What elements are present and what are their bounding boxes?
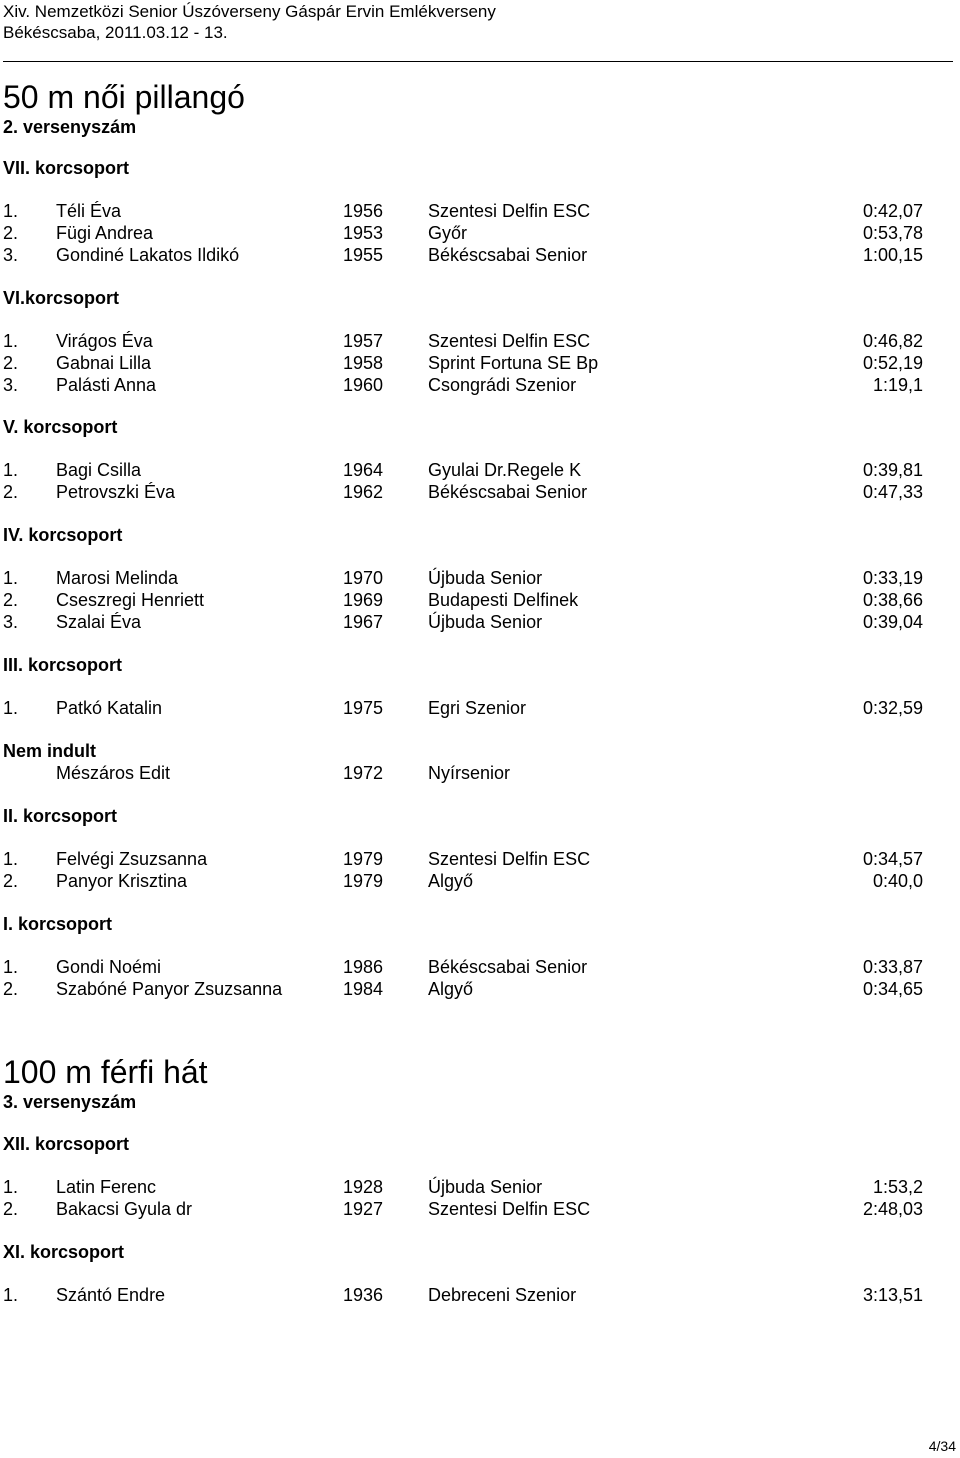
birth-year: 1936 xyxy=(343,1285,384,1305)
place: 1. xyxy=(3,957,19,977)
page-header xyxy=(3,1,953,62)
did-not-start-label: Nem indult xyxy=(3,741,96,761)
result-row xyxy=(0,459,960,481)
time: 0:38,66 xyxy=(862,590,923,610)
swimmer-name: Bakacsi Gyula dr xyxy=(56,1199,193,1219)
swimmer-name: Mészáros Edit xyxy=(56,763,171,783)
swimmer-name: Petrovszki Éva xyxy=(56,482,176,502)
club: Szentesi Delfin ESC xyxy=(428,1199,591,1219)
result-row xyxy=(0,222,960,244)
time: 1:53,2 xyxy=(872,1177,923,1197)
place: 1. xyxy=(3,568,19,588)
club: Algyő xyxy=(428,871,474,891)
time: 0:34,57 xyxy=(862,849,923,869)
swimmer-name: Cseszregi Henriett xyxy=(56,590,205,610)
place: 2. xyxy=(3,979,19,999)
result-row xyxy=(0,374,960,396)
result-row xyxy=(0,1284,960,1306)
competition-place-date: Békéscsaba, 2011.03.12 - 13. xyxy=(3,23,228,42)
place: 1. xyxy=(3,849,19,869)
result-row xyxy=(0,200,960,222)
birth-year: 1955 xyxy=(343,245,384,265)
birth-year: 1969 xyxy=(343,590,384,610)
club: Algyő xyxy=(428,979,474,999)
time: 0:52,19 xyxy=(862,353,923,373)
event-number: 3. versenyszám xyxy=(3,1092,137,1112)
club: Szentesi Delfin ESC xyxy=(428,849,591,869)
event-title: 50 m női pillangó xyxy=(3,79,245,115)
place: 1. xyxy=(3,201,19,221)
result-row xyxy=(0,1198,960,1220)
time: 0:40,0 xyxy=(872,871,923,891)
time: 0:53,78 xyxy=(862,223,923,243)
birth-year: 1956 xyxy=(343,201,384,221)
club: Egri Szenior xyxy=(428,698,527,718)
club: Újbuda Senior xyxy=(428,1177,543,1197)
result-row xyxy=(0,848,960,870)
club: Debreceni Szenior xyxy=(428,1285,577,1305)
swimmer-name: Téli Éva xyxy=(56,201,122,221)
age-group-label: V. korcsoport xyxy=(3,417,118,437)
swimmer-name: Marosi Melinda xyxy=(56,568,179,588)
club: Újbuda Senior xyxy=(428,568,543,588)
birth-year: 1967 xyxy=(343,612,384,632)
birth-year: 1964 xyxy=(343,460,384,480)
time: 0:39,81 xyxy=(862,460,923,480)
swimmer-name: Bagi Csilla xyxy=(56,460,142,480)
club: Sprint Fortuna SE Bp xyxy=(428,353,599,373)
birth-year: 1960 xyxy=(343,375,384,395)
swimmer-name: Patkó Katalin xyxy=(56,698,163,718)
place: 3. xyxy=(3,245,19,265)
swimmer-name: Panyor Krisztina xyxy=(56,871,188,891)
time: 0:33,87 xyxy=(862,957,923,977)
age-group-label: IV. korcsoport xyxy=(3,525,123,545)
birth-year: 1962 xyxy=(343,482,384,502)
time: 0:32,59 xyxy=(862,698,923,718)
club: Újbuda Senior xyxy=(428,612,543,632)
place: 1. xyxy=(3,1285,19,1305)
result-row xyxy=(0,567,960,589)
birth-year: 1957 xyxy=(343,331,384,351)
birth-year: 1979 xyxy=(343,849,384,869)
place: 2. xyxy=(3,1199,19,1219)
time: 1:00,15 xyxy=(862,245,923,265)
birth-year: 1928 xyxy=(343,1177,384,1197)
result-row xyxy=(0,481,960,503)
swimmer-name: Gondiné Lakatos Ildikó xyxy=(56,245,240,265)
result-row xyxy=(0,352,960,374)
place: 2. xyxy=(3,590,19,610)
swimmer-name: Latin Ferenc xyxy=(56,1177,157,1197)
birth-year: 1970 xyxy=(343,568,384,588)
result-row xyxy=(0,330,960,352)
age-group-label: III. korcsoport xyxy=(3,655,123,675)
club: Szentesi Delfin ESC xyxy=(428,201,591,221)
swimmer-name: Szántó Endre xyxy=(56,1285,166,1305)
swimmer-name: Gabnai Lilla xyxy=(56,353,152,373)
swimmer-name: Gondi Noémi xyxy=(56,957,162,977)
place: 2. xyxy=(3,353,19,373)
age-group-label: XI. korcsoport xyxy=(3,1242,125,1262)
birth-year: 1927 xyxy=(343,1199,384,1219)
time: 1:19,1 xyxy=(872,375,923,395)
swimmer-name: Szalai Éva xyxy=(56,612,142,632)
birth-year: 1953 xyxy=(343,223,384,243)
birth-year: 1975 xyxy=(343,698,384,718)
age-group-label: II. korcsoport xyxy=(3,806,118,826)
club: Békéscsabai Senior xyxy=(428,245,588,265)
result-row xyxy=(0,762,960,784)
time: 0:46,82 xyxy=(862,331,923,351)
time: 0:39,04 xyxy=(862,612,923,632)
birth-year: 1972 xyxy=(343,763,384,783)
competition-title: Xiv. Nemzetközi Senior Úszóverseny Gáspár Ervin Emlékverseny xyxy=(3,2,496,21)
age-group-label: I. korcsoport xyxy=(3,914,113,934)
place: 3. xyxy=(3,612,19,632)
time: 0:47,33 xyxy=(862,482,923,502)
place: 1. xyxy=(3,1177,19,1197)
time: 0:34,65 xyxy=(862,979,923,999)
place: 1. xyxy=(3,698,19,718)
club: Nyírsenior xyxy=(428,763,511,783)
age-group-label: VI.korcsoport xyxy=(3,288,120,308)
result-row xyxy=(0,697,960,719)
place: 1. xyxy=(3,331,19,351)
result-row xyxy=(0,1176,960,1198)
club: Gyulai Dr.Regele K xyxy=(428,460,582,480)
birth-year: 1979 xyxy=(343,871,384,891)
time: 2:48,03 xyxy=(862,1199,923,1219)
birth-year: 1986 xyxy=(343,957,384,977)
swimmer-name: Palásti Anna xyxy=(56,375,157,395)
time: 3:13,51 xyxy=(862,1285,923,1305)
result-row xyxy=(0,870,960,892)
club: Békéscsabai Senior xyxy=(428,957,588,977)
place: 2. xyxy=(3,871,19,891)
birth-year: 1984 xyxy=(343,979,384,999)
event-number: 2. versenyszám xyxy=(3,117,137,137)
result-row xyxy=(0,244,960,266)
page-number: 4/34 xyxy=(928,1438,956,1454)
result-row xyxy=(0,611,960,633)
club: Békéscsabai Senior xyxy=(428,482,588,502)
result-row xyxy=(0,978,960,1000)
place: 2. xyxy=(3,223,19,243)
swimmer-name: Szabóné Panyor Zsuzsanna xyxy=(56,979,283,999)
result-row xyxy=(0,956,960,978)
place: 1. xyxy=(3,460,19,480)
club: Csongrádi Szenior xyxy=(428,375,577,395)
time: 0:42,07 xyxy=(862,201,923,221)
swimmer-name: Felvégi Zsuzsanna xyxy=(56,849,208,869)
age-group-label: XII. korcsoport xyxy=(3,1134,130,1154)
swimmer-name: Virágos Éva xyxy=(56,331,153,351)
age-group-label: VII. korcsoport xyxy=(3,158,130,178)
result-row xyxy=(0,589,960,611)
swimmer-name: Fügi Andrea xyxy=(56,223,154,243)
time: 0:33,19 xyxy=(862,568,923,588)
club: Győr xyxy=(428,223,468,243)
club: Szentesi Delfin ESC xyxy=(428,331,591,351)
place: 3. xyxy=(3,375,19,395)
event-title: 100 m férfi hát xyxy=(3,1054,208,1090)
place: 2. xyxy=(3,482,19,502)
birth-year: 1958 xyxy=(343,353,384,373)
club: Budapesti Delfinek xyxy=(428,590,579,610)
